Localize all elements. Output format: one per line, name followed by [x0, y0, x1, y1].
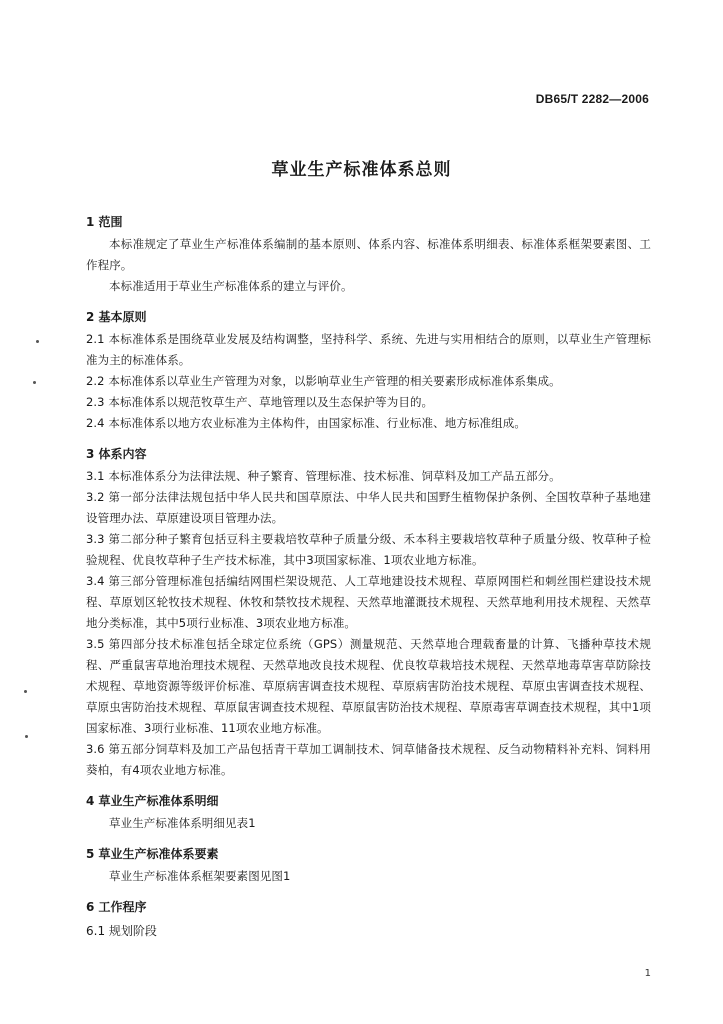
scan-speck	[36, 340, 39, 343]
document-body	[86, 210, 651, 943]
content-item: 3.4 第三部分管理标准包括编结网围栏架设规范、人工草地建设技术规程、草原网围栏和刺丝围栏建设技术规程、草原划区轮牧技术规程、休牧和禁牧技术规程、天然草地灌溉技术规程、天然草地利用技术规程、天然草地分类标准，其中5项行业标准、3项农业地方标准。	[86, 574, 651, 630]
principle-item: 2.2 本标准体系以草业生产管理为对象，以影响草业生产管理的相关要素形成标准体系集成。	[86, 374, 561, 388]
section-heading-content: 3 体系内容	[86, 447, 147, 461]
section-heading-details: 4 草业生产标准体系明细	[86, 794, 219, 808]
elements-paragraph: 草业生产标准体系框架要素图见图1	[109, 869, 291, 883]
scan-speck	[24, 690, 27, 693]
content-item: 3.3 第二部分种子繁育包括豆科主要栽培牧草种子质量分级、禾本科主要栽培牧草种子质量分级、牧草种子检验规程、优良牧草种子生产技术标准，其中3项国家标准、1项农业地方标准。	[86, 532, 651, 567]
scope-paragraph: 本标准适用于草业生产标准体系的建立与评价。	[109, 279, 353, 293]
section-heading-principles: 2 基本原则	[86, 310, 147, 324]
section-heading-elements: 5 草业生产标准体系要素	[86, 847, 219, 861]
content-item: 3.6 第五部分饲草料及加工产品包括青干草加工调制技术、饲草储备技术规程、反刍动物精料补充料、饲料用葵柏，有4项农业地方标准。	[86, 742, 651, 777]
section-heading-procedure: 6 工作程序	[86, 900, 147, 914]
document-title: 草业生产标准体系总则	[271, 160, 452, 180]
details-paragraph: 草业生产标准体系明细见表1	[109, 816, 256, 830]
principle-item: 2.1 本标准体系是围绕草业发展及结构调整，坚持科学、系统、先进与实用相结合的原则，以草业生产管理标准为主的标准体系。	[86, 332, 651, 367]
page-mark: 1	[644, 968, 651, 979]
content-item: 3.5 第四部分技术标准包括全球定位系统（GPS）测量规范、天然草地合理载畜量的计算、飞播种草技术规程、严重鼠害草地治理技术规程、天然草地改良技术规程、优良牧草栽培技术规程、天然草地毒草害草防除技术规程、草地资源等级评价标准、草原病害调查技术规程、草原病害防治技术规程、草原虫害调查技术规程、草原虫害防治技术规程、草原鼠害调查技术规程、草原鼠害防治技术规程、草原毒害草调查技术规程，其中1项国家标准、3项行业标准、11项农业地方标准。	[86, 637, 651, 735]
principle-item: 2.4 本标准体系以地方农业标准为主体构件，由国家标准、行业标准、地方标准组成。	[86, 416, 526, 430]
content-item: 3.2 第一部分法律法规包括中华人民共和国草原法、中华人民共和国野生植物保护条例、全国牧草种子基地建设管理办法、草原建设项目管理办法。	[86, 490, 651, 525]
section-heading-scope: 1 范围	[86, 215, 123, 229]
subsection-heading-planning: 6.1 规划阶段	[86, 924, 157, 938]
content-item: 3.1 本标准体系分为法律法规、种子繁育、管理标准、技术标准、饲草料及加工产品五部分。	[86, 469, 561, 483]
scan-speck	[33, 381, 36, 384]
standard-code: DB65/T 2282—2006	[535, 92, 649, 106]
principle-item: 2.3 本标准体系以规范牧草生产、草地管理以及生态保护等为目的。	[86, 395, 434, 409]
scope-paragraph: 本标准规定了草业生产标准体系编制的基本原则、体系内容、标准体系明细表、标准体系框架要素图、工作程序。	[86, 237, 651, 272]
scan-speck	[25, 735, 28, 738]
